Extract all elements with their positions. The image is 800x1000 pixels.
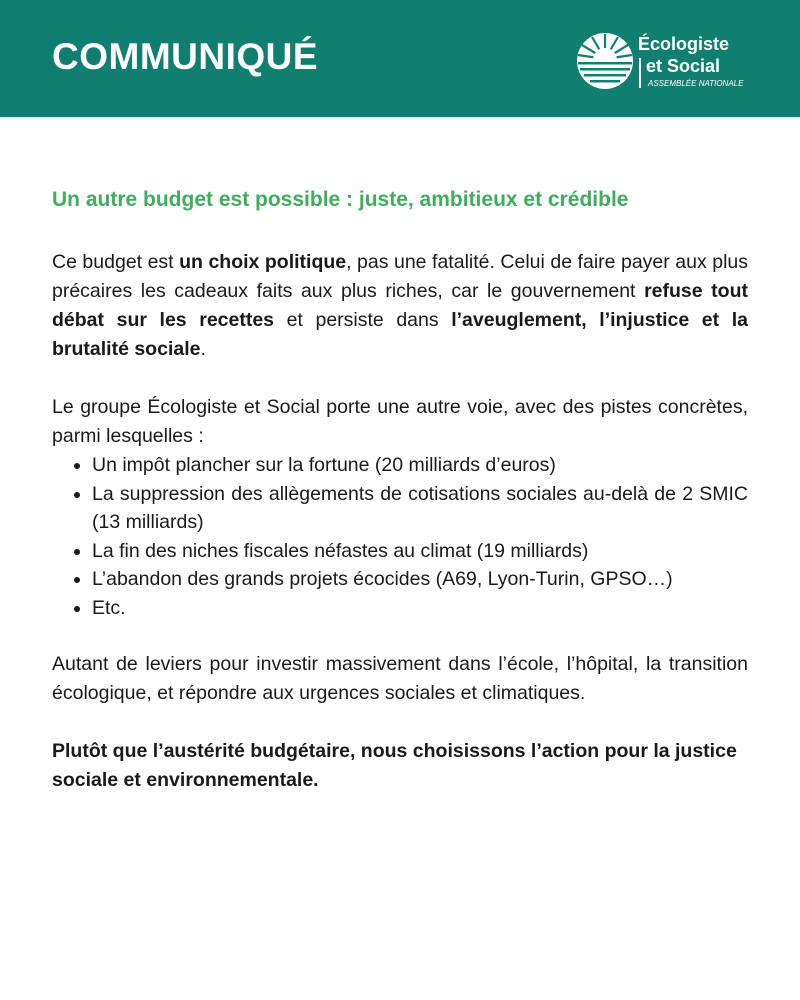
text-run: Ce budget est (52, 251, 180, 273)
list-item: • La fin des niches fiscales néfastes au climat (19 milliards) (92, 537, 748, 566)
paragraph-budget (52, 248, 748, 364)
text-run: , pas une fatalité. Celui de faire payer aux plus précaires les cadeaux faits aux plus riches, car le gouvernement (52, 251, 749, 302)
logo-line2: et Social (646, 56, 721, 76)
logo-subtitle: ASSEMBLÉE NATIONALE (648, 79, 744, 88)
sunrise-icon (576, 32, 634, 90)
list-item: • L’abandon des grands projets écocides (A69, Lyon-Turin, GPSO…) (92, 565, 748, 594)
proposals-list (52, 451, 748, 622)
text-run: et persiste dans (274, 309, 452, 331)
headline: Un autre budget est possible : juste, ambitieux et crédible (52, 188, 629, 211)
paragraph-levers: Autant de leviers pour investir massivement dans l’école, l’hôpital, la transition écologique, et répondre aux urgences sociales et climatiques. (52, 653, 748, 704)
logo-line1: Écologiste (638, 34, 730, 54)
list-item: • Etc. (92, 594, 748, 623)
logo-divider (639, 58, 641, 88)
page-title: COMMUNIQUÉ (52, 36, 319, 77)
group-logo (576, 30, 776, 94)
paragraph-proposals-intro: Le groupe Écologiste et Social porte une autre voie, avec des pistes concrètes, parmi lesquelles : (52, 396, 748, 447)
communique-body (52, 186, 748, 795)
bold-run: refuse tout débat sur les recettes (52, 280, 748, 331)
header-banner (0, 0, 800, 117)
list-item: • Un impôt plancher sur la fortune (20 milliards d’euros) (92, 451, 748, 480)
bold-run: un choix politique (179, 251, 347, 273)
conclusion: Plutôt que l’austérité budgétaire, nous choisissons l’action pour la justice sociale et environnementale. (52, 740, 737, 791)
text-run: . (200, 338, 206, 360)
list-item: • La suppression des allègements de cotisations sociales au-delà de 2 SMIC (13 milliards) (92, 480, 748, 537)
bold-run: l’aveuglement, l’injustice et la brutalité sociale (52, 309, 748, 360)
